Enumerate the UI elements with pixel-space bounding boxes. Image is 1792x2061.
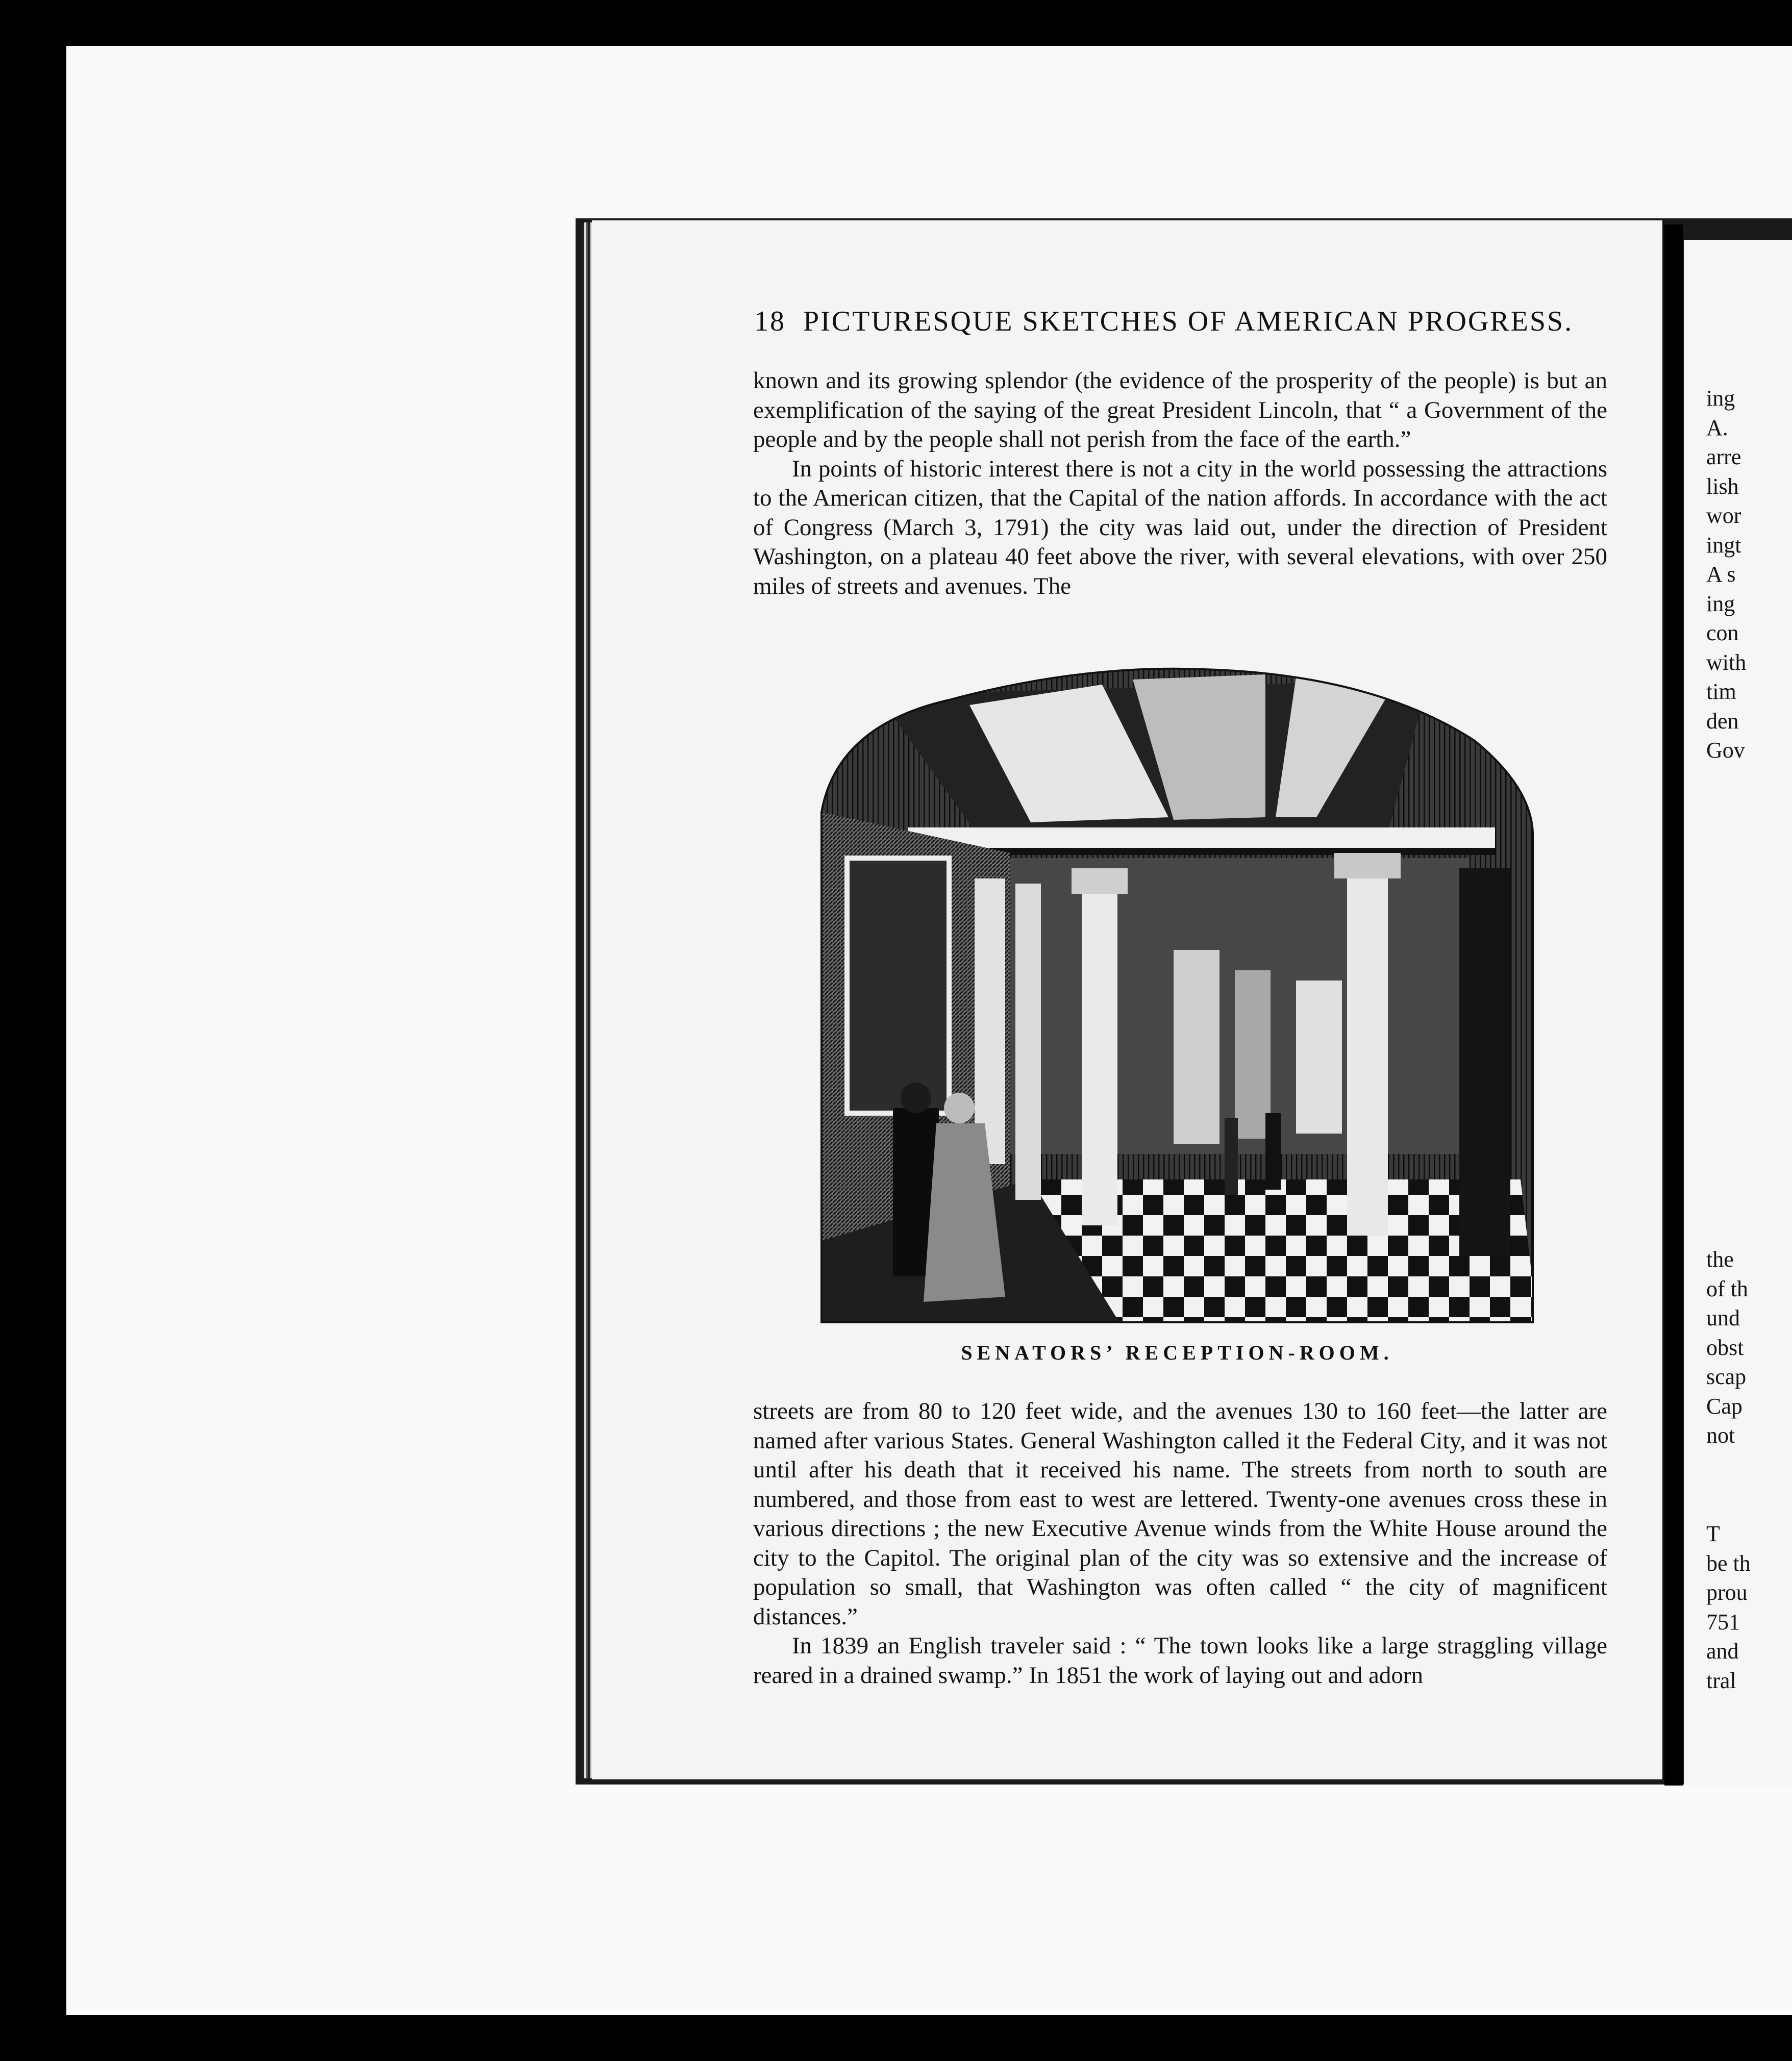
paragraph: In points of historic interest there is not a city in the world possessing the attractions to the American citizen, that the Capital of the nation affords. In accordance with the act of Congress (March 3, 1791) the city was laid out, under the direction of President Washington, on a plateau 40 feet above the river, with several elevations, with over 250 miles of streets and avenues. The [753, 455, 1607, 599]
paragraph: In 1839 an English traveler said : “ The town looks like a large straggling village reared in a drained swamp.” In 1851 the work of laying out and adorn [753, 1632, 1607, 1689]
book-gutter [1664, 224, 1683, 1786]
running-title: PICTURESQUE SKETCHES OF AMERICAN PROGRESS. [803, 306, 1574, 337]
illustration-caption: SENATORS’ RECEPTION-ROOM. [961, 1341, 1393, 1364]
right-page-text-fragment: ing A. arrе lish wor ingt A s ing con with tim den Gov [1706, 386, 1747, 763]
paragraph: streets are from 80 to 120 feet wide, and the avenues 130 to 160 feet—the latter are named after various States. General Washington called it the Federal City, and it was not until after his death that it received his name. The streets from north to south are numbered, and those from east to west are lettered. Twenty-one avenues cross these in various directions ; the new Executive Avenue winds from the White House around the city to the Capitol. The original plan of the city was so extensive and the increase of population so small, that Washington was often called “ the city of magnificent distances.” [753, 1398, 1607, 1630]
page-number: 18 [754, 306, 786, 337]
running-head [754, 305, 1574, 338]
body-text-top [753, 366, 1607, 601]
paragraph: known and its growing splendor (the evidence of the prosperity of the people) is but an exemplification of the saying of the great President Lincoln, that “ a Government of the people and by the people shall not perish from the face of the earth.” [753, 367, 1607, 453]
right-page-text-fragment: the of th und obst scap Cap not [1706, 1247, 1748, 1448]
senators-reception-room-engraving [816, 664, 1538, 1327]
body-text-bottom [753, 1397, 1607, 1690]
right-page-text-fragment: T be th prou 751 and tral [1706, 1521, 1751, 1693]
